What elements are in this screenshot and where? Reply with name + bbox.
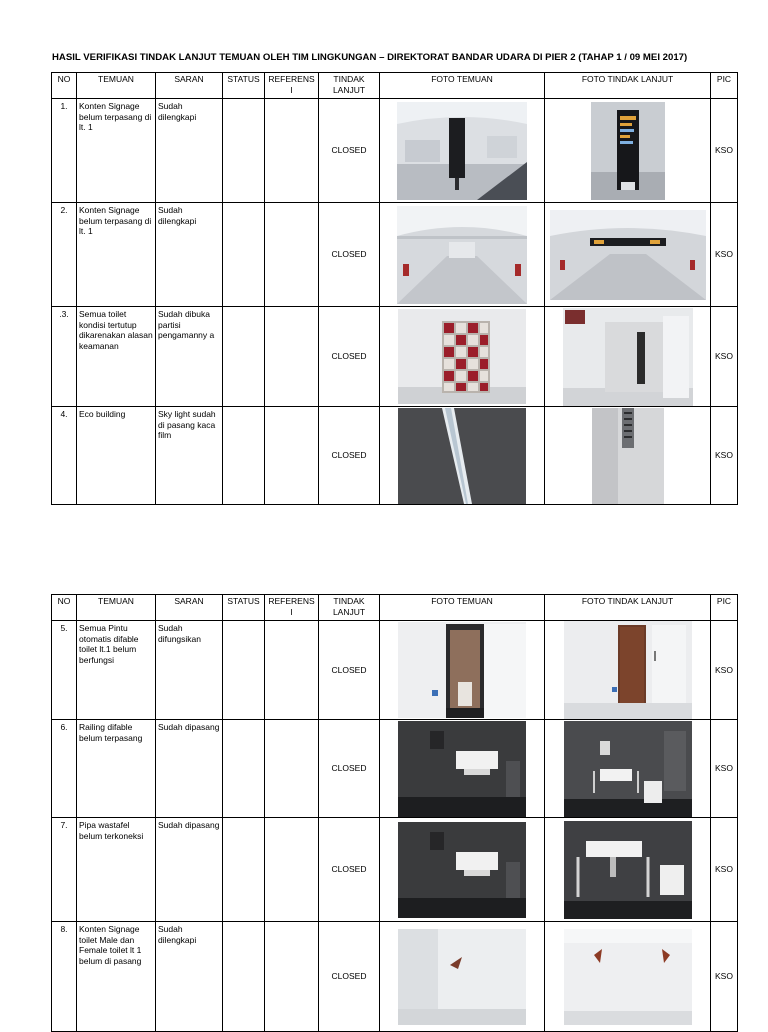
row-pic: KSO: [711, 307, 738, 407]
photo-temuan-cell: [380, 922, 545, 1032]
table-row: [52, 922, 738, 1032]
header-tindak-lanjut: TINDAK LANJUT: [319, 595, 380, 621]
findings-table-2: [51, 594, 738, 1032]
row-pic: KSO: [711, 203, 738, 307]
photo-temuan-cell: [380, 720, 545, 818]
row-status: [223, 621, 265, 720]
photo-tindak-cell: [545, 922, 711, 1032]
photo-temuan-cell: [380, 407, 545, 505]
row-referensi: [265, 720, 319, 818]
row-status: [223, 407, 265, 505]
toilet-door-after-photo: [564, 621, 692, 719]
row-status: [223, 99, 265, 203]
table-row: [52, 203, 738, 307]
header-referensi: REFERENS I: [265, 73, 319, 99]
row-tindak-lanjut: CLOSED: [319, 818, 380, 922]
table-row: [52, 307, 738, 407]
washbasin-railing-installed-photo: [564, 721, 692, 817]
header-foto-temuan: FOTO TEMUAN: [380, 595, 545, 621]
row-referensi: [265, 307, 319, 407]
row-temuan: Konten Signage belum terpasang di lt. 1: [77, 99, 156, 203]
row-status: [223, 307, 265, 407]
washbasin-pipe-missing-photo: [398, 822, 526, 918]
toilet-partition-closed-photo: [398, 309, 526, 404]
row-temuan: Konten Signage toilet Male dan Female toilet lt 1 belum di pasang: [77, 922, 156, 1032]
row-pic: KSO: [711, 818, 738, 922]
header-saran: SARAN: [156, 595, 223, 621]
row-saran: Sudah dipasang: [156, 720, 223, 818]
toilet-signage-missing-photo: [398, 929, 526, 1025]
toilet-door-before-photo: [398, 622, 526, 718]
header-temuan: TEMUAN: [77, 73, 156, 99]
row-no: 5.: [52, 621, 77, 720]
row-no: 6.: [52, 720, 77, 818]
row-status: [223, 203, 265, 307]
header-status: STATUS: [223, 595, 265, 621]
row-referensi: [265, 818, 319, 922]
header-foto-tindak-lanjut: FOTO TINDAK LANJUT: [545, 595, 711, 621]
toilet-signage-installed-photo: [564, 929, 692, 1025]
photo-tindak-cell: [545, 307, 711, 407]
table-row: [52, 99, 738, 203]
digital-signage-totem-photo: [591, 102, 665, 200]
row-no: 4.: [52, 407, 77, 505]
header-status: STATUS: [223, 73, 265, 99]
washbasin-no-railing-photo: [398, 721, 526, 817]
row-temuan: Semua Pintu otomatis difable toilet lt.1 belum berfungsi: [77, 621, 156, 720]
photo-temuan-cell: [380, 99, 545, 203]
photo-tindak-cell: [545, 407, 711, 505]
row-temuan: Pipa wastafel belum terkoneksi: [77, 818, 156, 922]
row-tindak-lanjut: CLOSED: [319, 407, 380, 505]
row-tindak-lanjut: CLOSED: [319, 203, 380, 307]
photo-tindak-cell: [545, 99, 711, 203]
row-tindak-lanjut: CLOSED: [319, 307, 380, 407]
toilet-entrance-open-photo: [563, 308, 693, 406]
photo-temuan-cell: [380, 307, 545, 407]
header-referensi: REFERENS I: [265, 595, 319, 621]
row-no: 7.: [52, 818, 77, 922]
row-pic: KSO: [711, 407, 738, 505]
washbasin-pipe-connected-photo: [564, 821, 692, 919]
skylight-with-film-photo: [592, 408, 664, 504]
skylight-before-photo: [398, 408, 526, 504]
row-temuan: Railing difable belum terpasang: [77, 720, 156, 818]
row-saran: Sudah dilengkapi: [156, 203, 223, 307]
row-status: [223, 720, 265, 818]
photo-tindak-cell: [545, 818, 711, 922]
row-saran: Sudah dilengkapi: [156, 99, 223, 203]
row-no: 2.: [52, 203, 77, 307]
row-no: 1.: [52, 99, 77, 203]
airport-corridor-blank-signage-photo: [397, 102, 527, 200]
header-tindak-lanjut: TINDAK LANJUT: [319, 73, 380, 99]
row-tindak-lanjut: CLOSED: [319, 99, 380, 203]
table-row: [52, 818, 738, 922]
row-pic: KSO: [711, 621, 738, 720]
table-row: [52, 621, 738, 720]
header-saran: SARAN: [156, 73, 223, 99]
row-no: 8.: [52, 922, 77, 1032]
header-foto-temuan: FOTO TEMUAN: [380, 73, 545, 99]
row-referensi: [265, 922, 319, 1032]
airport-hall-before-photo: [397, 206, 527, 304]
row-tindak-lanjut: CLOSED: [319, 621, 380, 720]
header-foto-tindak-lanjut: FOTO TINDAK LANJUT: [545, 73, 711, 99]
row-no: .3.: [52, 307, 77, 407]
row-tindak-lanjut: CLOSED: [319, 922, 380, 1032]
row-referensi: [265, 203, 319, 307]
row-status: [223, 922, 265, 1032]
photo-temuan-cell: [380, 621, 545, 720]
row-saran: Sudah dibuka partisi pengamanny a: [156, 307, 223, 407]
photo-temuan-cell: [380, 203, 545, 307]
row-temuan: Konten Signage belum terpasang di lt. 1: [77, 203, 156, 307]
document-title: HASIL VERIFIKASI TINDAK LANJUT TEMUAN OLEH TIM LINGKUNGAN – DIREKTORAT BANDAR UDARA DI PIER 2 (TAHAP 1 / 09 MEI 2017): [52, 52, 688, 63]
table-row: [52, 720, 738, 818]
photo-tindak-cell: [545, 203, 711, 307]
row-pic: KSO: [711, 720, 738, 818]
row-saran: Sky light sudah di pasang kaca film: [156, 407, 223, 505]
header-no: NO: [52, 73, 77, 99]
row-saran: Sudah dilengkapi: [156, 922, 223, 1032]
table-header-row: [52, 73, 738, 99]
row-pic: KSO: [711, 922, 738, 1032]
header-temuan: TEMUAN: [77, 595, 156, 621]
header-no: NO: [52, 595, 77, 621]
row-referensi: [265, 407, 319, 505]
photo-tindak-cell: [545, 621, 711, 720]
photo-temuan-cell: [380, 818, 545, 922]
findings-table-1: [51, 72, 738, 505]
row-saran: Sudah dipasang: [156, 818, 223, 922]
row-referensi: [265, 99, 319, 203]
row-referensi: [265, 621, 319, 720]
photo-tindak-cell: [545, 720, 711, 818]
table-row: [52, 407, 738, 505]
header-pic: PIC: [711, 73, 738, 99]
row-temuan: Semua toilet kondisi tertutup dikarenakan alasan keamanan: [77, 307, 156, 407]
table-header-row: [52, 595, 738, 621]
header-pic: PIC: [711, 595, 738, 621]
row-status: [223, 818, 265, 922]
airport-hall-with-signage-photo: [550, 210, 706, 300]
row-temuan: Eco building: [77, 407, 156, 505]
row-pic: KSO: [711, 99, 738, 203]
row-saran: Sudah difungsikan: [156, 621, 223, 720]
row-tindak-lanjut: CLOSED: [319, 720, 380, 818]
